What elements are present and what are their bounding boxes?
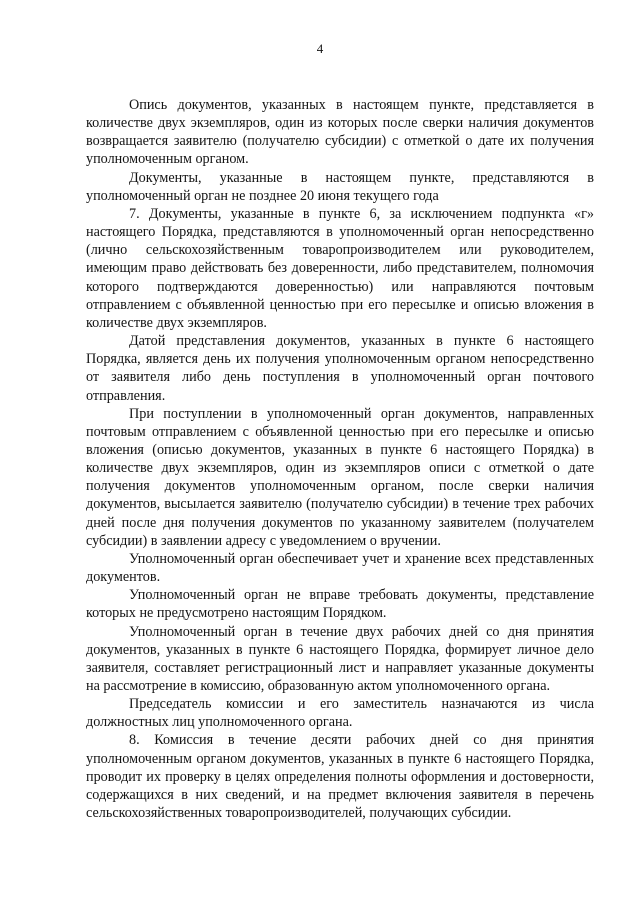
paragraph-personal-file: Уполномоченный орган в течение двух рабочих дней со дня принятия документов, указанных в пункте 6 настоящего Порядка, формирует личное дело заявителя, составляет регистрационный лист и направляет указанные документы на рассмотрение в комиссию, образованную актом уполномоченного органа. (86, 623, 594, 694)
paragraph-submission-date: Датой представления документов, указанных в пункте 6 настоящего Порядка, является день их получения уполномоченным органом непосредственно от заявителя либо день поступления в уполномоченный орган почтового отправления. (86, 333, 594, 404)
paragraph-submission-deadline: Документы, указанные в настоящем пункте, представляются в уполномоченный орган не позднее 20 июня текущего года (86, 169, 594, 204)
paragraph-document-storage: Уполномоченный орган обеспечивает учет и хранение всех представленных документов. (86, 550, 594, 586)
document-body (86, 96, 594, 822)
paragraph-inventory-copies: Опись документов, указанных в настоящем пункте, представляется в количестве двух экземпляров, один из которых после сверки наличия документов возвращается заявителю (получателю субсидии) с отметкой о дате их получения уполномоченным органом. (86, 97, 594, 168)
paragraph-clause-8: 8. Комиссия в течение десяти рабочих дней со дня принятия уполномоченным органом документов, указанных в пункте 6 настоящего Порядка, проводит их проверку в целях определения полноты оформления и достоверности, содержащихся в них сведений, и на предмет включения заявителя в перечень сельскохозяйственных товаропроизводителей, получающих субсидии. (86, 732, 594, 822)
page-number: 4 (316, 41, 324, 56)
paragraph-no-extra-documents: Уполномоченный орган не вправе требовать документы, представление которых не предусмотрено настоящим Порядком. (86, 587, 594, 622)
paragraph-clause-7: 7. Документы, указанные в пункте 6, за исключением подпункта «г» настоящего Порядка, представляются в уполномоченный орган непосредственно (лично сельскохозяйственным товаропроизводителем или руководителем, имеющим право действовать без доверенности, либо представителем, полномочия которого подтверждаются доверенностью) или направляются почтовым отправлением с объявленной ценностью при его пересылке и описью вложения в количестве двух экземпляров. (86, 205, 594, 331)
paragraph-commission-chair: Председатель комиссии и его заместитель назначаются из числа должностных лиц уполномоченного органа. (86, 696, 594, 731)
paragraph-postal-receipt: При поступлении в уполномоченный орган документов, направленных почтовым отправлением с объявленной ценностью при его пересылке и описью вложения (описью документов, указанных в пункте 6 настоящего Порядка) в количестве двух экземпляров, один из экземпляров описи с отметкой о дате получения документов уполномоченным органом, после сверки наличия документов, высылается заявителю (получателю субсидии) в течение трех рабочих дней после дня получения документов по указанному заявителем (получателем субсидии) в заявлении адресу с уведомлением о вручении. (86, 405, 594, 549)
